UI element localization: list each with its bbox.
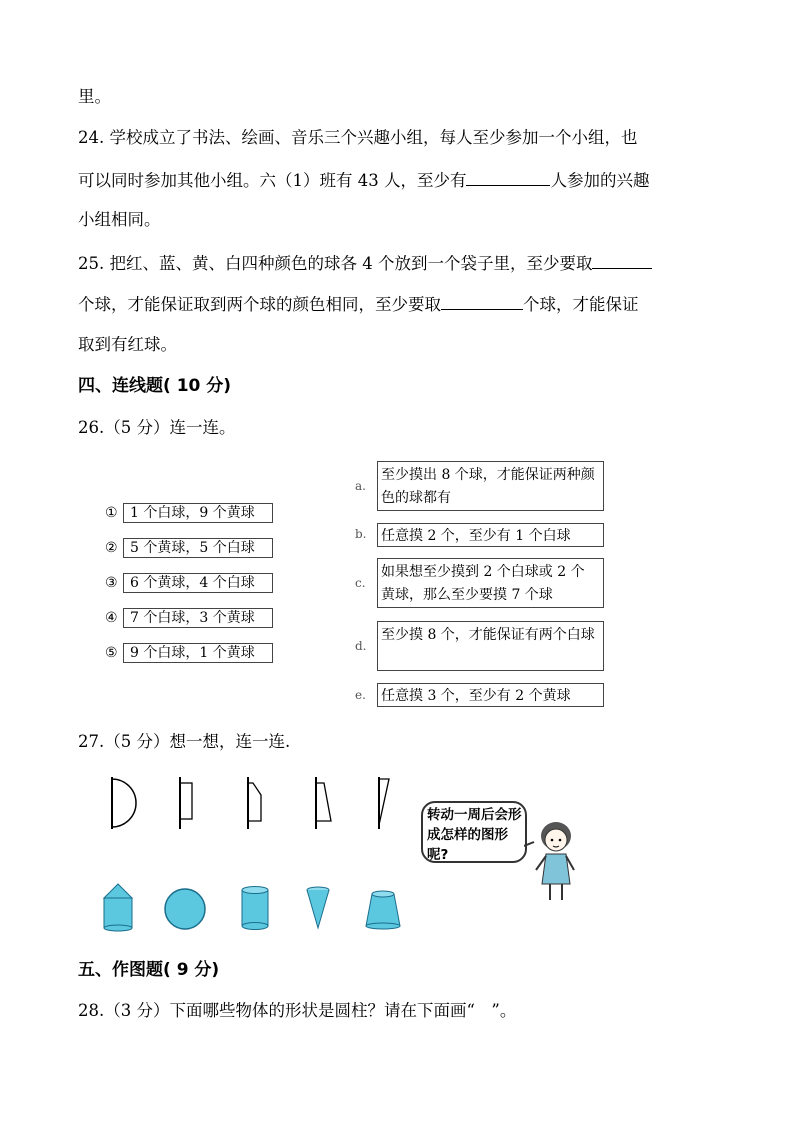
triangle-figure[interactable] <box>373 775 395 831</box>
right-item-label-d: d. <box>355 639 367 653</box>
rectangle-figure[interactable] <box>172 775 202 831</box>
left-item-text: 5 个黄球，5 个白球 <box>123 538 273 558</box>
left-item-text: 7 个白球，3 个黄球 <box>123 608 273 628</box>
frustum-solid[interactable] <box>362 888 404 932</box>
section5-heading: 五、作图题( 9 分) <box>78 960 220 980</box>
q25-line3: 取到有红球。 <box>78 335 177 354</box>
q24-text-a: 可以同时参加其他小组。六（1）班有 43 人，至少有 <box>78 171 467 190</box>
left-item-number: ③ <box>105 575 118 591</box>
q25-line1 <box>78 250 652 276</box>
right-item-b[interactable]: 任意摸 2 个，至少有 1 个白球 <box>377 523 604 547</box>
cone-solid[interactable] <box>303 884 333 932</box>
pentagon-figure[interactable] <box>241 775 271 831</box>
sphere-solid[interactable] <box>163 886 207 932</box>
q28-text: 28.（3 分）下面哪些物体的形状是圆柱？请在下面画“ ”。 <box>78 1001 517 1020</box>
speech-bubble: 转动一周后会形成怎样的图形呢? <box>421 801 527 863</box>
q24-answer-blank[interactable] <box>466 167 550 186</box>
q24-line2 <box>78 167 649 193</box>
q24-text-b: 人参加的兴趣 <box>550 171 650 190</box>
q26-title: 26.（5 分）连一连。 <box>78 418 236 437</box>
q25-text-2b: 个球，才能保证 <box>523 295 639 314</box>
left-item-2[interactable] <box>105 538 273 558</box>
section4-heading: 四、连线题( 10 分) <box>78 376 232 396</box>
right-item-d[interactable]: 至少摸 8 个，才能保证有两个白球 <box>377 621 604 671</box>
q25-answer-blank-2[interactable] <box>441 291 523 310</box>
left-item-1[interactable] <box>105 503 273 523</box>
left-item-number: ⑤ <box>105 645 118 661</box>
left-item-text: 6 个黄球，4 个白球 <box>123 573 273 593</box>
right-item-a[interactable]: 至少摸出 8 个球，才能保证两种颜色的球都有 <box>377 461 604 511</box>
q24-line1: 24. 学校成立了书法、绘画、音乐三个兴趣小组，每人至少参加一个小组，也 <box>78 128 638 147</box>
left-item-text: 1 个白球，9 个黄球 <box>123 503 273 523</box>
right-item-label-c: c. <box>355 576 366 590</box>
q25-answer-blank-1[interactable] <box>592 250 652 269</box>
left-item-5[interactable] <box>105 643 273 663</box>
cylinder-solid[interactable] <box>238 884 274 932</box>
half-disc-figure[interactable] <box>100 775 140 831</box>
left-item-3[interactable] <box>105 573 273 593</box>
right-item-c[interactable]: 如果想至少摸到 2 个白球或 2 个黄球，那么至少要摸 7 个球 <box>377 558 604 608</box>
girl-icon <box>524 818 586 906</box>
left-item-number: ② <box>105 540 118 556</box>
q23-tail: 里。 <box>78 87 111 106</box>
left-item-text: 9 个白球，1 个黄球 <box>123 643 273 663</box>
left-item-number: ① <box>105 505 118 521</box>
cylinder-with-cone-solid[interactable] <box>100 882 136 932</box>
q25-text-2a: 个球，才能保证取到两个球的颜色相同，至少要取 <box>78 295 441 314</box>
left-item-number: ④ <box>105 610 118 626</box>
q25-text-1: 25. 把红、蓝、黄、白四种颜色的球各 4 个放到一个袋子里，至少要取 <box>78 254 593 273</box>
left-item-4[interactable] <box>105 608 273 628</box>
q27-title: 27.（5 分）想一想，连一连. <box>78 732 291 751</box>
q24-line3: 小组相同。 <box>78 210 161 229</box>
q25-line2 <box>78 291 639 317</box>
trapezoid-figure[interactable] <box>309 775 339 831</box>
right-item-label-e: e. <box>355 688 366 702</box>
right-item-e[interactable]: 任意摸 3 个，至少有 2 个黄球 <box>377 683 604 707</box>
right-item-label-a: a. <box>355 479 366 493</box>
right-item-label-b: b. <box>355 527 367 541</box>
